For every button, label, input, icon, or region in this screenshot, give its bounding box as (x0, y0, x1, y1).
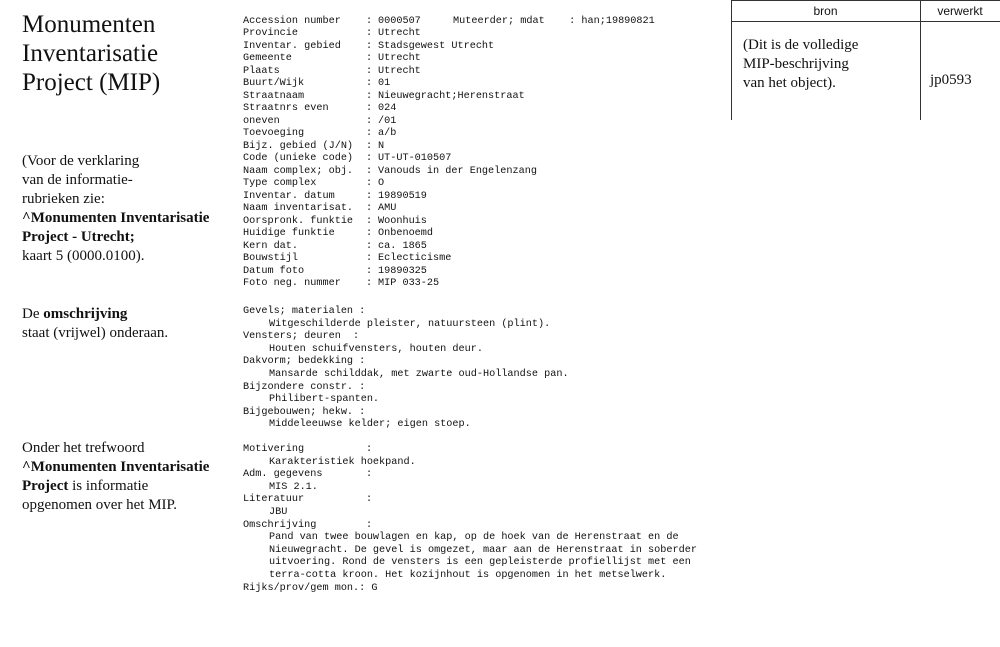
table-border (920, 0, 921, 120)
desc-text: Karakteristiek hoekpand. (269, 456, 416, 468)
desc-heading: Rijks/prov/gem mon.: G (243, 582, 378, 594)
desc-text: Houten schuifvensters, houten deur. (269, 343, 483, 355)
note-line: kaart 5 (0000.0100). (22, 248, 145, 264)
field-label: Straatnrs even (243, 103, 329, 115)
note-reference-link[interactable]: ^Monumenten Inventarisatie (22, 459, 210, 475)
note-text: De (22, 306, 44, 322)
note-line (22, 305, 168, 324)
note-reference-link[interactable]: Project - Utrecht; (22, 229, 135, 245)
note-line: Onder het trefwoord (22, 440, 145, 456)
desc-text: Middeleeuwse kelder; eigen stoep. (269, 419, 471, 431)
column-header-verwerkt: verwerkt (937, 4, 983, 18)
field-label: Accession number (243, 16, 341, 27)
field-label: Straatnaam (243, 90, 305, 102)
desc-heading: Bijgebouwen; hekw. : (243, 406, 366, 418)
field-colon: : (366, 40, 373, 52)
desc-heading: Motivering (243, 444, 305, 455)
desc-colon: : (366, 469, 373, 481)
field-row (243, 128, 537, 140)
field-value: Woonhuis (378, 215, 427, 227)
title-line: Monumenten (22, 11, 156, 38)
field-row (243, 28, 537, 40)
field-value: N (378, 140, 385, 152)
field-row (243, 53, 537, 65)
desc-heading: Dakvorm; bedekking : (243, 356, 366, 368)
desc-heading-row (243, 469, 697, 482)
record-fields (243, 16, 655, 291)
desc-heading-row (243, 444, 697, 457)
field-colon: : (366, 190, 373, 202)
note-line: rubrieken zie: (22, 191, 105, 207)
field-colon: : (366, 128, 373, 140)
field-colon: : (366, 265, 373, 277)
field-colon: : (366, 178, 373, 190)
field-value: UT-UT-010507 (378, 153, 452, 165)
note-line (22, 477, 209, 496)
field-value: Onbenoemd (378, 228, 434, 240)
table-border (731, 21, 1000, 22)
field-value: 19890325 (378, 265, 427, 277)
field-label: Toevoeging (243, 128, 305, 140)
field-row (243, 178, 537, 190)
field-value: 0000507 (378, 16, 421, 27)
side-note-keyword (22, 439, 209, 515)
field-colon: : (366, 240, 373, 252)
desc-heading: Gevels; materialen : (243, 306, 366, 317)
field-label: Type complex (243, 178, 317, 190)
field-value: Utrecht (378, 28, 421, 40)
field-colon: : (366, 215, 373, 227)
field-label: Provincie (243, 28, 299, 40)
desc-colon: : (366, 494, 373, 506)
field-label: Datum foto (243, 265, 305, 277)
desc-text: Pand van twee bouwlagen en kap, op de hoek van de Herenstraat en de (269, 532, 679, 544)
field-row (243, 78, 537, 90)
field-value: O (378, 178, 385, 190)
field-value: a/b (378, 128, 397, 140)
field-row (243, 66, 537, 78)
field-colon: : (366, 253, 373, 265)
field-colon: : (366, 53, 373, 65)
field-colon: : (366, 16, 373, 27)
field-row (243, 103, 537, 115)
field-label: Oorspronk. funktie (243, 215, 354, 227)
desc-text: Witgeschilderde pleister, natuursteen (plint). (269, 318, 551, 330)
note-bold-term: omschrijving (43, 306, 128, 322)
field-row (243, 141, 537, 153)
field-label: Buurt/Wijk (243, 78, 305, 90)
field-colon: : (366, 115, 373, 127)
desc-heading: Literatuur (243, 494, 305, 506)
desc-heading: Bijzondere constr. : (243, 381, 366, 393)
field-value: Utrecht (378, 65, 421, 77)
note-reference-link[interactable]: Project (22, 478, 69, 494)
field-value: AMU (378, 203, 397, 215)
field-colon: : (366, 153, 373, 165)
field-row (243, 203, 537, 215)
field-value: Utrecht (378, 53, 421, 65)
field-value: 024 (378, 103, 397, 115)
field-row (243, 216, 537, 228)
field-value: ca. 1865 (378, 240, 427, 252)
note-line: opgenomen over het MIP. (22, 497, 177, 513)
field-value: 19890519 (378, 190, 427, 202)
field-label: oneven (243, 115, 280, 127)
field-row (243, 41, 537, 53)
description-materials (243, 306, 569, 432)
field-label: Code (unieke code) (243, 153, 354, 165)
desc-text: Philibert-spanten. (269, 394, 380, 406)
field-colon: : (366, 65, 373, 77)
field-row (243, 241, 537, 253)
field-row (243, 266, 537, 278)
field-colon: : (366, 90, 373, 102)
field-colon: : (366, 165, 373, 177)
note-line: (Voor de verklaring (22, 153, 140, 169)
desc-heading-row (243, 494, 697, 507)
side-note-description (22, 305, 168, 343)
field-label: Huidige funktie (243, 228, 335, 240)
field-label: Inventar. gebied (243, 40, 341, 52)
field-label: Gemeente (243, 53, 292, 65)
field-label: Kern dat. (243, 240, 299, 252)
field-value: /01 (378, 115, 397, 127)
mutator-label: Muteerder; mdat (453, 16, 545, 27)
desc-text: terra-cotta kroon. Het kozijnhout is opgenomen in het metselwerk. (269, 569, 667, 581)
field-label: Bouwstijl (243, 253, 299, 265)
field-row (243, 166, 537, 178)
field-row (243, 278, 537, 290)
field-row (243, 191, 537, 203)
field-colon: : (366, 140, 373, 152)
desc-text: Mansarde schilddak, met zwarte oud-Hollandse pan. (269, 368, 569, 380)
bron-line: (Dit is de volledige (743, 37, 859, 53)
mutator-value: han;19890821 (581, 16, 655, 27)
desc-colon: : (366, 519, 373, 531)
desc-text: Nieuwegracht. De gevel is omgezet, maar aan de Herenstraat in soberder (269, 544, 697, 556)
source-table (731, 0, 1000, 120)
desc-text: MIS 2.1. (269, 481, 318, 493)
bron-line: van het object). (743, 75, 836, 91)
title-line: Inventarisatie (22, 40, 159, 67)
desc-heading-row (243, 520, 697, 533)
desc-heading: Omschrijving (243, 519, 317, 531)
field-value: Stadsgewest Utrecht (378, 40, 495, 52)
field-value: Eclecticisme (378, 253, 452, 265)
field-colon: : (366, 278, 373, 290)
field-value: 01 (378, 78, 391, 90)
desc-heading: Vensters; deuren : (243, 331, 360, 343)
field-row (243, 116, 537, 128)
field-value: Nieuwegracht;Herenstraat (378, 90, 525, 102)
field-row (243, 228, 537, 240)
field-label: Plaats (243, 65, 280, 77)
note-reference-link[interactable]: ^Monumenten Inventarisatie (22, 210, 210, 226)
field-row (243, 253, 537, 265)
field-colon: : (366, 103, 373, 115)
note-line: staat (vrijwel) onderaan. (22, 325, 169, 341)
desc-heading: Adm. gegevens (243, 469, 323, 481)
note-text: is informatie (68, 478, 149, 494)
field-label: Inventar. datum (243, 190, 335, 202)
field-label: Foto neg. nummer (243, 278, 341, 290)
field-colon: : (366, 28, 373, 40)
bron-cell (743, 36, 858, 93)
field-colon: : (366, 203, 373, 215)
field-colon: : (366, 78, 373, 90)
side-note-explanation (22, 152, 209, 266)
field-value: Vanouds in der Engelenzang (378, 165, 537, 177)
page-title (22, 10, 160, 97)
table-border (731, 0, 1000, 1)
column-header-bron: bron (813, 4, 838, 18)
desc-text: JBU (269, 506, 288, 518)
table-border (731, 0, 732, 120)
desc-text: uitvoering. Rond de vensters is een gepleisterde profiellijst met een (269, 557, 691, 569)
field-label: Bijz. gebied (J/N) (243, 140, 354, 152)
bron-line: MIP-beschrijving (743, 56, 849, 72)
field-label: Naam complex; obj. (243, 165, 354, 177)
field-colon: : (366, 228, 373, 240)
title-line: Project (MIP) (22, 69, 161, 96)
description-motivation (243, 444, 697, 595)
field-value: MIP 033-25 (378, 278, 440, 290)
desc-colon: : (366, 444, 373, 455)
field-row (243, 153, 537, 165)
note-line: van de informatie- (22, 172, 133, 188)
verwerkt-cell: jp0593 (930, 72, 972, 88)
mutator-field: Muteerder; mdat : han;19890821 (453, 16, 655, 27)
field-label: Naam inventarisat. (243, 203, 354, 215)
field-row (243, 91, 537, 103)
